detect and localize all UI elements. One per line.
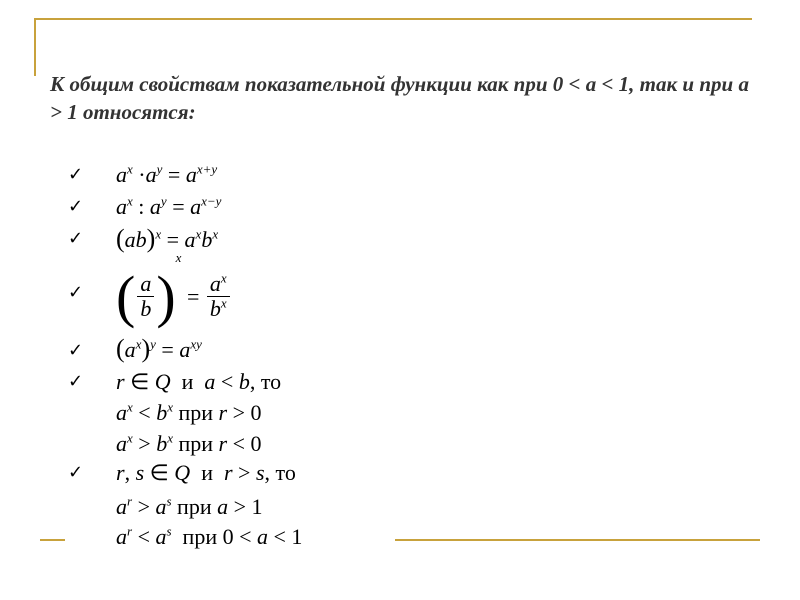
checkmark-icon: ✓ <box>68 164 84 185</box>
formula-product-power-rule: $(ab)^x = a^xb^x$ <box>116 224 219 253</box>
formula-compare-base-less-one: $a^r < a^s$ при 0 < a < 1 <box>116 524 306 550</box>
condition-r-rational: r ∈ Q и a < b, то <box>116 369 282 394</box>
word-pri: при <box>182 524 218 549</box>
checkmark-icon: ✓ <box>68 371 84 392</box>
frame-bottom-left-line <box>40 539 65 541</box>
formula-fraction-power-rule: ( $\frac{a}{b}$ )$^x$ = $\frac{a^x}{b^x}$ <box>116 258 232 326</box>
checkmark-icon: ✓ <box>68 196 84 217</box>
checkmark-icon: ✓ <box>68 228 84 249</box>
word-then: , то <box>264 460 296 485</box>
word-and: и <box>181 369 194 394</box>
frame-left-line <box>34 18 36 76</box>
formula-compare-positive-r: $a^x < b^x$ при r > 0 <box>116 399 262 425</box>
slide-title: К общим свойствам показательной функции как при 0 < а < 1, так и при а > 1 относятся: <box>50 72 749 124</box>
word-pri: при <box>177 494 212 519</box>
word-pri: при <box>178 431 214 456</box>
checkmark-icon: ✓ <box>68 462 84 483</box>
word-and: и <box>201 460 213 485</box>
word-pri: при <box>178 400 214 425</box>
formula-compare-negative-r: $a^x > b^x$ при r < 0 <box>116 430 262 456</box>
condition-r-s-rational: r, s ∈ Q и r > s, то <box>116 460 296 485</box>
frame-top-line <box>34 18 752 20</box>
formula-compare-base-greater-one: $a^r > a^s$ при a > 1 <box>116 493 263 519</box>
formula-power-of-power-rule: $(a^x)^y = a^{xy}$ <box>116 334 202 363</box>
formula-product-rule: $a^x \cdot a^y = a^{x+y}$ <box>116 161 218 187</box>
checkmark-icon: ✓ <box>68 282 84 303</box>
checkmark-icon: ✓ <box>68 340 84 361</box>
word-then: , то <box>249 369 282 394</box>
frame-bottom-right-line <box>395 539 760 541</box>
formula-quotient-rule: $a^x$ : $a^y = a^{x-y}$ <box>116 193 222 219</box>
